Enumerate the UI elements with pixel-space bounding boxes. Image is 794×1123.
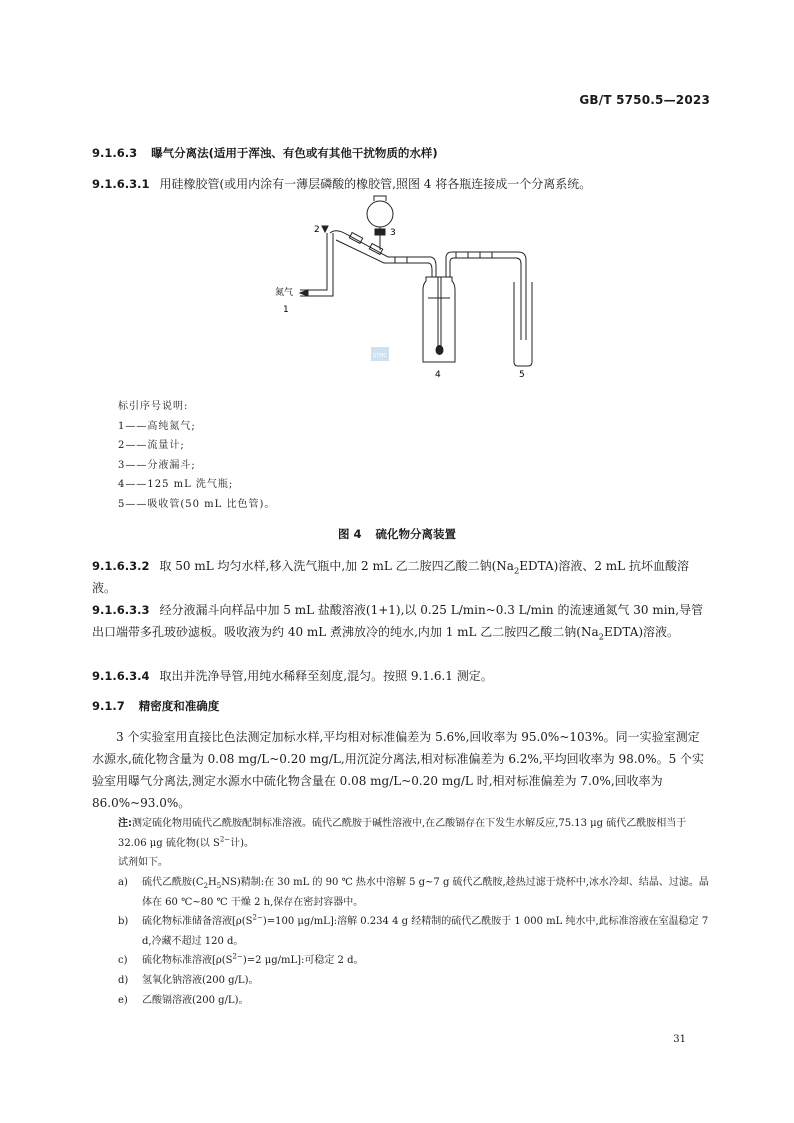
- figure-caption: [0, 526, 794, 542]
- reagent-item-a: [118, 873, 714, 912]
- paragraph-9-1-6-3-3: [92, 599, 710, 643]
- legend-item: 1——高纯氮气;: [118, 420, 196, 432]
- note-text: 计)。: [230, 837, 255, 849]
- clause-text: EDTA)溶液、2 mL 抗坏血酸溶液。: [92, 559, 689, 595]
- clause-number: 9.1.6.3.3: [92, 603, 150, 617]
- superscript: 2−: [232, 952, 243, 961]
- reagent-text: 硫化物标准溶液[ρ(S: [142, 955, 233, 966]
- note-block: [118, 814, 714, 853]
- legend-item: 2——流量计;: [118, 440, 185, 451]
- list-marker: d): [118, 975, 129, 986]
- separatory-funnel: [367, 201, 393, 227]
- legend-title: 标引序号说明:: [118, 401, 189, 412]
- clause-text: EDTA)溶液。: [603, 625, 680, 639]
- note-label: 注:: [118, 818, 132, 829]
- label-3: 3: [390, 228, 396, 238]
- superscript: 2−: [219, 835, 231, 844]
- absorption-tube: [514, 282, 532, 366]
- clause-number: 9.1.6.3.4: [92, 669, 150, 683]
- tube-coupling: [395, 257, 407, 263]
- clause-text: 取 50 mL 均匀水样,移入洗气瓶中,加 2 mL 乙二胺四乙酸二钠(Na: [159, 559, 514, 573]
- section-title: 曝气分离法(适用于浑浊、有色或有其他干扰物质的水样): [151, 146, 438, 160]
- svg-text:STMC: STMC: [373, 353, 388, 359]
- reagent-item-d: [118, 971, 714, 991]
- nitrogen-inlet-tube: [300, 233, 327, 290]
- list-marker: c): [118, 955, 128, 966]
- clause-number: 9.1.6.3.1: [92, 177, 150, 191]
- separation-apparatus-diagram: [260, 190, 550, 380]
- reagent-item-c: [118, 951, 714, 971]
- clause-text: 经分液漏斗向样品中加 5 mL 盐酸溶液(1+1),以 0.25 L/min~0.3 L/min 的流速通氮气 30 min,导管出口端带多孔玻砂滤板。吸收液为约 40 mL 煮沸放冷的纯水,内加 1 mL 乙二胺四乙酸二钠(Na: [92, 603, 704, 639]
- figure-legend: [118, 397, 275, 514]
- section-9-1-6-3-heading: [92, 145, 438, 161]
- paragraph-9-1-6-3-2: [92, 555, 710, 599]
- funnel-stopcock: [375, 229, 385, 235]
- list-marker: a): [118, 877, 128, 888]
- figure-title: 硫化物分离装置: [375, 527, 456, 541]
- reagents-intro: 试剂如下。: [118, 857, 168, 868]
- standard-code: GB/T 5750.5—2023: [579, 93, 710, 107]
- label-2: 2: [314, 225, 320, 235]
- reagent-text: 硫化物标准储备溶液[ρ(S: [142, 916, 253, 927]
- subscript: 2: [598, 631, 604, 642]
- section-number: 9.1.7: [92, 699, 125, 713]
- list-marker: b): [118, 916, 129, 927]
- reagent-text: NS)精制:在 30 mL 的 90 ℃ 热水中溶解 5 g~7 g 硫代乙酰胺,趁热过滤于烧杯中,冰水冷却、结晶、过滤。晶体在 60 ℃~80 ℃ 干燥 2 h,保存在密封容器中。: [142, 877, 709, 908]
- section-9-1-7-heading: [92, 698, 219, 714]
- section-number: 9.1.6.3: [92, 146, 138, 160]
- label-4: 4: [435, 370, 441, 380]
- reagent-item-b: [118, 912, 714, 951]
- nitrogen-label: 氮气: [275, 288, 294, 298]
- figure-number: 图 4: [337, 527, 362, 541]
- section-title: 精密度和准确度: [138, 699, 220, 713]
- flowmeter-marker: [322, 226, 328, 232]
- reagent-item-e: [118, 991, 714, 1011]
- reagent-text: 氢氧化钠溶液(200 g/L)。: [142, 975, 259, 986]
- reagent-text: 乙酸镉溶液(200 g/L)。: [142, 995, 249, 1006]
- note-text: 测定硫化物用硫代乙酰胺配制标准溶液。硫代乙酰胺于碱性溶液中,在乙酸镉存在下发生水解反应,75.13 μg 硫代乙酰胺相当于 32.06 μg 硫化物(以 S: [118, 818, 687, 849]
- clause-text: 用硅橡胶管(或用内涂有一薄层磷酸的橡胶管,照图 4 将各瓶连接成一个分离系统。: [159, 177, 592, 191]
- reagent-text: 硫代乙酰胺(C: [142, 877, 204, 888]
- legend-item: 3——分液漏斗;: [118, 459, 196, 471]
- reagent-text: )=100 μg/mL]:溶解 0.234 4 g 经精制的硫代乙酰胺于 1 000 mL 纯水中,此标准溶液在室温稳定 7 d,冷藏不超过 120 d。: [142, 916, 709, 947]
- legend-item: 4——125 mL 洗气瓶;: [118, 479, 234, 490]
- label-5: 5: [519, 370, 525, 380]
- paragraph-9-1-6-3-4: [92, 665, 710, 687]
- clause-number: 9.1.6.3.2: [92, 559, 150, 573]
- tube-coupling: [456, 252, 468, 258]
- page-number: 31: [673, 1034, 686, 1045]
- clause-text: 取出并洗净导管,用纯水稀释至刻度,混匀。按照 9.1.6.1 测定。: [159, 669, 493, 683]
- tube-coupling: [369, 244, 382, 255]
- precision-paragraph: 3 个实验室用直接比色法测定加标水样,平均相对标准偏差为 5.6%,回收率为 95.0%~103%。同一实验室测定水源水,硫化物含量为 0.08 mg/L~0.20 mg/L,用沉淀分离法,相对标准偏差为 6.2%,平均回收率为 98.0%。5 个实验室用曝气分离法,测定水源水中硫化物含量在 0.08 mg/L~0.20 mg/L 时,相对标准偏差为 7.0%,回收率为 86.0%~93.0%。: [92, 730, 705, 810]
- reagent-text: )=2 μg/mL]:可稳定 2 d。: [242, 955, 364, 966]
- label-1: 1: [283, 305, 289, 315]
- tube-coupling: [480, 252, 492, 258]
- watermark-logo: [371, 347, 389, 361]
- subscript: 5: [216, 882, 222, 890]
- tube-coupling: [349, 233, 362, 244]
- subscript: 2: [513, 565, 520, 576]
- reagent-text: H: [208, 877, 217, 888]
- list-marker: e): [118, 995, 128, 1006]
- legend-item: 5——吸收管(50 mL 比色管)。: [118, 498, 276, 510]
- subscript: 2: [203, 882, 209, 890]
- superscript: 2−: [252, 913, 263, 922]
- inlet-arrow: [300, 290, 308, 296]
